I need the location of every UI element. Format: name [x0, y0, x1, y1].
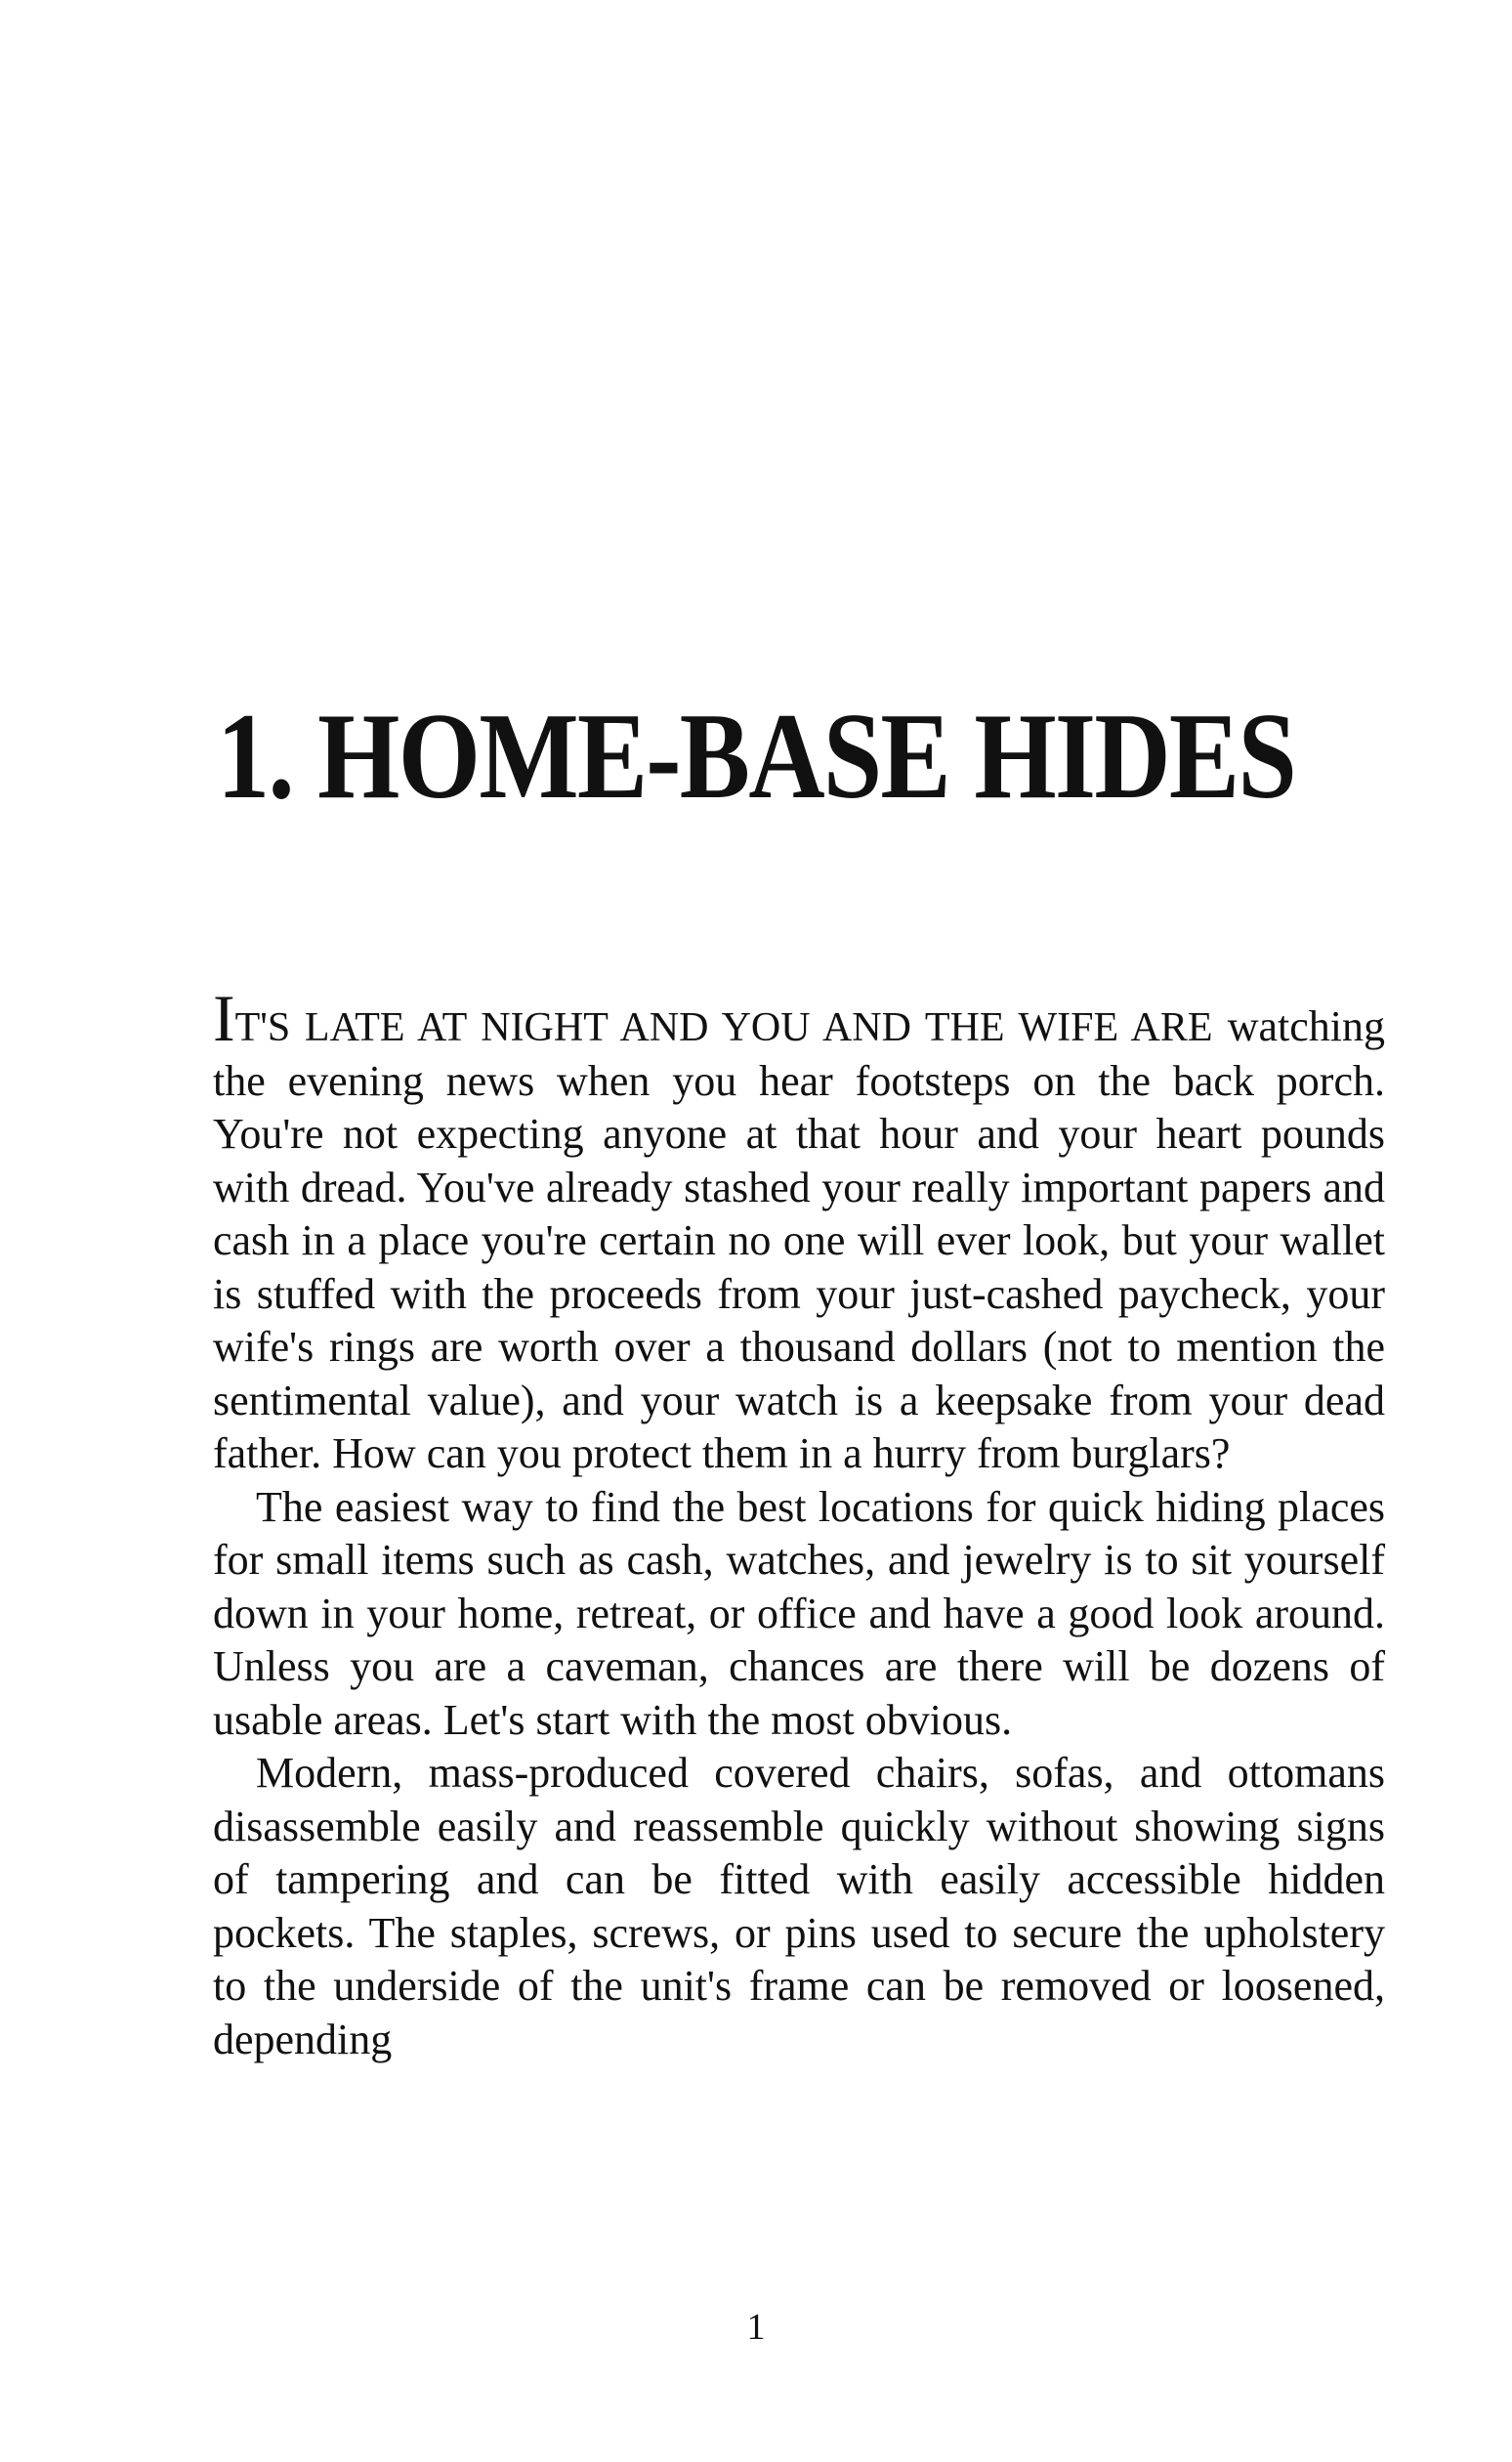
paragraph-1	[213, 981, 1385, 1481]
page-number: 1	[746, 2307, 766, 2348]
chapter-title: 1. HOME-BASE HIDES	[216, 689, 1296, 825]
body-text	[213, 981, 1385, 2066]
small-caps-lead: T'S LATE AT NIGHT AND YOU AND THE WIFE ARE	[234, 1005, 1213, 1050]
paragraph-1-text: watching the evening news when you hear footsteps on the back porch. You're not expecting anyone at that hour and your heart pounds with dread. You've already stashed your really important papers and cash in a place you're certain no one will ever look, but your wallet is stuffed with the proceeds from your just-cashed paycheck, your wife's rings are worth over a thousand dollars (not to mention the sentimental value), and your watch is a keepsake from your dead father. How can you protect them in a hurry from burglars?	[213, 1002, 1385, 1477]
paragraph-3: Modern, mass-produced covered chairs, sofas, and ottomans disassemble easily and reassemble quickly without showing signs of tampering and can be fitted with easily accessible hidden pockets. The staples, screws, or pins used to secure the upholstery to the underside of the unit's frame can be removed or loosened, depending	[213, 1749, 1385, 2063]
paragraph-2: The easiest way to find the best locations for quick hiding places for small items such as cash, watches, and jewelry is to sit yourself down in your home, retreat, or office and have a good look around. Unless you are a caveman, chances are there will be dozens of usable areas. Let's start with the most obvious.	[213, 1482, 1385, 1744]
drop-cap: I	[213, 981, 235, 1055]
